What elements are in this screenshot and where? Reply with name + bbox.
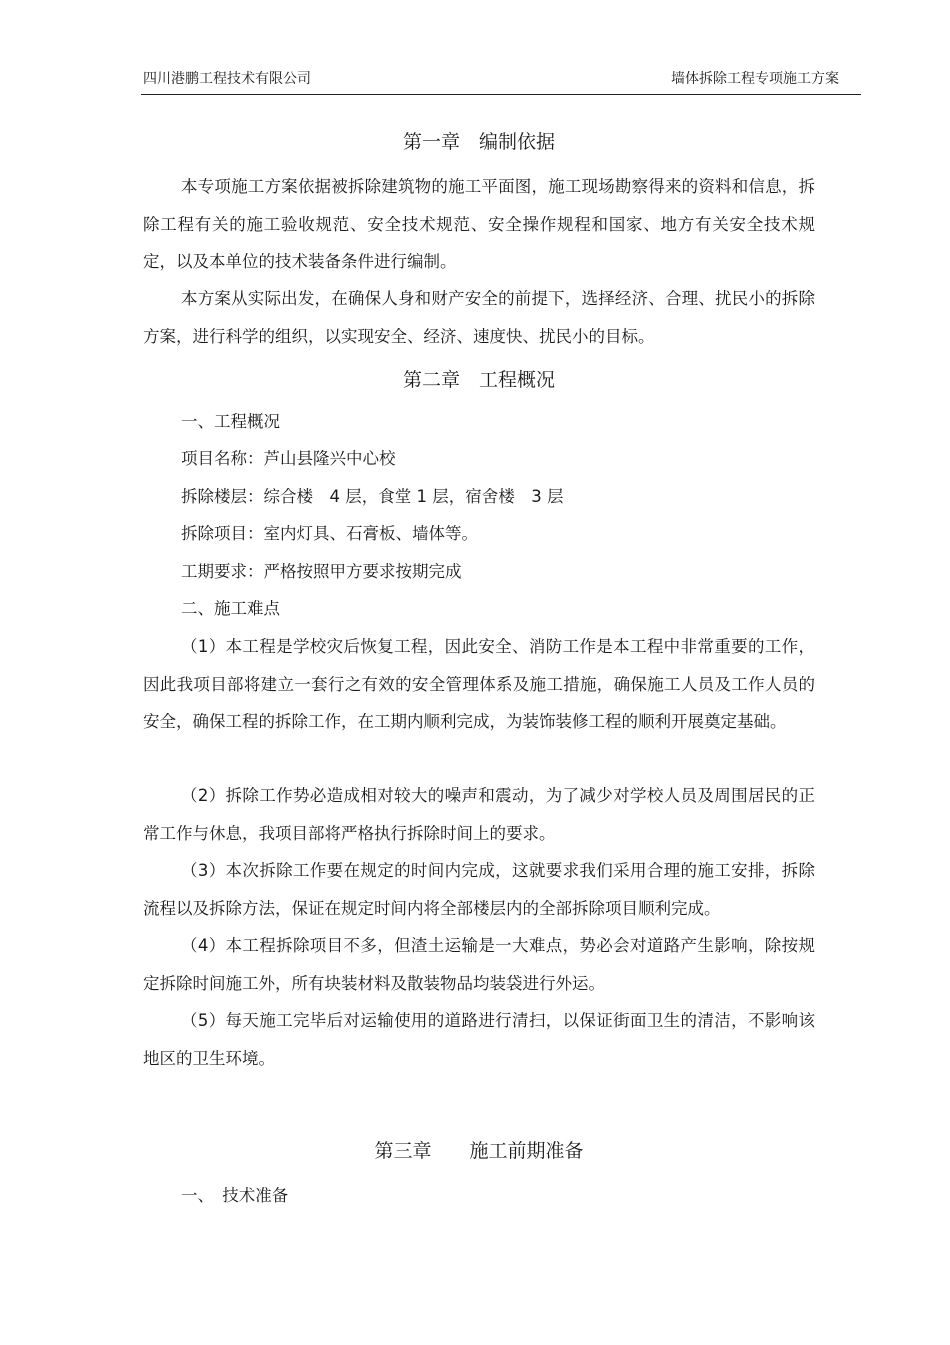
schedule-requirement: 工期要求：严格按照甲方要求按期完成 <box>181 562 462 581</box>
chapter-1-paragraph-1: 本专项施工方案依据被拆除建筑物的施工平面图，施工现场勘察得来的资料和信息，拆除工程有关的施工验收规范、安全技术规范、安全操作规程和国家、地方有关安全技术规定，以及本单位的技术装备条件进行编制。 <box>143 177 815 271</box>
difficulty-1: （1）本工程是学校灾后恢复工程，因此安全、消防工作是本工程中非常重要的工作，因此我项目部将建立一套行之有效的安全管理体系及施工措施，确保施工人员及工作人员的安全，确保工程的拆除工作，在工期内顺利完成，为装饰装修工程的顺利开展奠定基础。 <box>143 637 815 731</box>
chapter-2-title: 第二章 工程概况 <box>402 369 555 391</box>
page-header-right: 墙体拆除工程专项施工方案 <box>671 71 839 87</box>
difficulty-3: （3）本次拆除工作要在规定的时间内完成，这就要求我们采用合理的施工安排，拆除流程以及拆除方法，保证在规定时间内将全部楼层内的全部拆除项目顺利完成。 <box>143 861 815 918</box>
difficulty-2: （2）拆除工作势必造成相对较大的噪声和震动，为了减少对学校人员及周围居民的正常工作与休息，我项目部将严格执行拆除时间上的要求。 <box>143 786 815 843</box>
project-name: 项目名称：芦山县隆兴中心校 <box>181 449 396 468</box>
section-difficulties-heading: 二、施工难点 <box>181 599 280 618</box>
section-overview-heading: 一、工程概况 <box>181 412 280 431</box>
chapter-3-title: 第三章 施工前期准备 <box>374 1140 584 1162</box>
header-rule <box>141 94 861 95</box>
demolition-floors: 拆除楼层：综合楼 4 层，食堂 1 层，宿舍楼 3 层 <box>181 487 564 506</box>
section-technical-prep-heading: 一、 技术准备 <box>181 1186 289 1205</box>
demolition-items: 拆除项目：室内灯具、石膏板、墙体等。 <box>181 524 478 543</box>
page-header-left: 四川港鹏工程技术有限公司 <box>143 71 311 87</box>
difficulty-4: （4）本工程拆除项目不多，但渣土运输是一大难点，势必会对道路产生影响，除按规定拆除时间施工外，所有块装材料及散装物品均装袋进行外运。 <box>143 936 815 993</box>
chapter-1-paragraph-2: 本方案从实际出发，在确保人身和财产安全的前提下，选择经济、合理、扰民小的拆除方案，进行科学的组织，以实现安全、经济、速度快、扰民小的目标。 <box>143 289 815 346</box>
chapter-1-title: 第一章 编制依据 <box>402 131 555 153</box>
difficulty-5: （5）每天施工完毕后对运输使用的道路进行清扫，以保证街面卫生的清洁，不影响该地区的卫生环境。 <box>143 1011 815 1068</box>
